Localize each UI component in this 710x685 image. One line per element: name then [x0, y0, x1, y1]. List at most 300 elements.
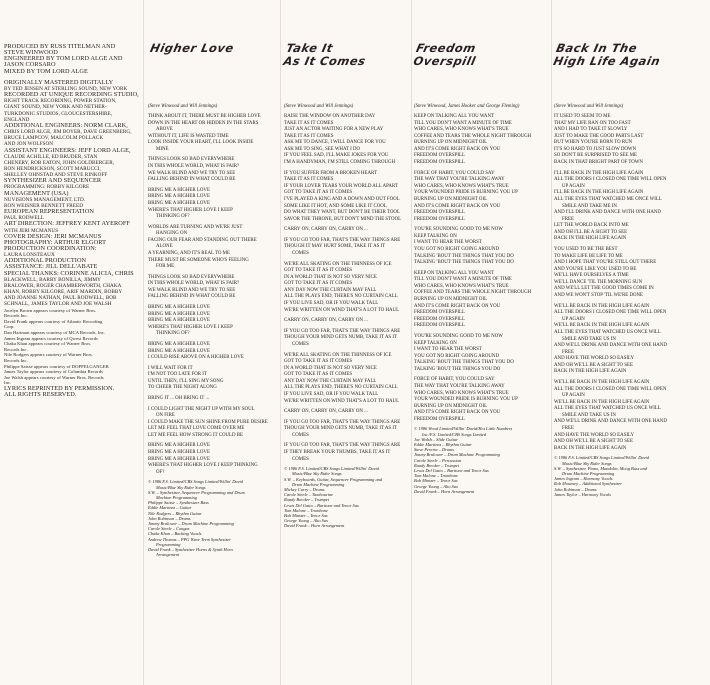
credit-line: Records Inc.	[4, 357, 28, 363]
credit-line: ASSISTANCE: JILL DELL'ABATE	[4, 263, 98, 271]
song-credit-line: George Young – Alto Sax	[414, 483, 458, 489]
lyric-line: THINKING OF?	[156, 214, 190, 220]
lyric-line: BURNING UP ON MIDNIGHT OIL	[414, 196, 488, 202]
credit-line: SPECIAL THANKS: CORINNE ALICIA, CHRIS	[4, 269, 134, 277]
lyric-line: BRING ME A HIGHER LOVE	[148, 348, 210, 354]
lyric-line: FREEDOM OVERSPILL	[414, 153, 465, 159]
lyric-line: IF YOU LIVE SAD, OR IF YOU WALK TALL	[284, 391, 379, 397]
lyric-line: OF?	[156, 469, 165, 475]
song-credit-line: Inc./F.S. Limited/CBS Songs Limited	[422, 431, 487, 437]
credit-line: Joe Walsh appears courtesy of Warner Bros. Records	[4, 374, 104, 380]
lyric-line: YOUR WOUNDED PRIDE IS BURNING YOU UP	[414, 397, 518, 403]
lyric-line: AND I HOPE THAT YOU'RE STILL OUT THERE	[554, 260, 657, 266]
lyric-line: YOUR WOUNDED PRIDE IS BURNING YOU UP	[414, 190, 518, 196]
lyric-line: WE'LL BE BACK IN THE HIGH LIFE AGAIN	[554, 303, 650, 309]
lyric-line: HANGING ON	[156, 231, 188, 237]
lyric-line: TAKE IT AS IT COMES	[284, 133, 334, 139]
lyric-line: AND HAVE THE WORLD SO EASILY	[554, 432, 635, 438]
lyric-line: AND WE'LL DRINK AND DANCE WITH ONE HAND	[554, 343, 667, 349]
song-credits	[148, 479, 276, 557]
lyrics	[554, 114, 704, 452]
song-credit-line: Nile Rodgers – Rhythm Guitar	[148, 510, 202, 516]
song-credit-line: Bob Mintzer – Tenor Sax	[284, 513, 328, 518]
song-credit-line: Andrew Thomas – PPG Wave Term Synthesizer	[148, 536, 231, 542]
lyric-line: AND HAVE THE WORLD SO EASILY	[554, 356, 635, 362]
lyric-line: WE'RE WRITTEN ON WIND THAT'S A LOT TO HAUL	[284, 307, 400, 313]
lyric-line: MINE	[156, 146, 169, 152]
lyric-line: THOUGH YOUR MIND GETS NUMB, TAKE IT AS IT	[284, 426, 397, 432]
lyric-line: BRING IT ... OH BRING IT ...	[148, 395, 210, 401]
song-credit-line: Jimmy Bralower – Drum Machine Programming	[414, 452, 500, 458]
credit-line: JASON CORSARO	[4, 61, 56, 69]
lyric-line: THE WAY THAT YOU'RE TALKING AWAY	[414, 177, 505, 183]
lyric-line: THERE MUST BE SOMEONE WHO'S FEELING	[148, 257, 249, 263]
lyric-line: BRING ME A HIGHER LOVE	[148, 200, 210, 206]
song-credit-line: David Frank – Horn Arrangement	[284, 523, 345, 529]
credit-line: Jocelyn Brown appears courtesy of Warner Bros.	[4, 307, 97, 313]
credit-line: Nile Rodgers appears courtesy of Warner Bros.	[4, 352, 93, 358]
song-writers: (Steve Winwood and Will Jennings)	[554, 104, 624, 109]
lyric-line: FREEDOM OVERSPILL	[414, 210, 465, 216]
credit-line: RON WEISNER BENNETT FREED	[4, 202, 84, 209]
song-credit-line: Tom Malone – Trombone	[414, 473, 458, 479]
credit-line: EUROPEAN REPRESENTATION	[4, 208, 95, 216]
song-title-line: Back In The	[554, 41, 639, 55]
lyric-line: FORCE OF HABIT, YOU COULD SAY	[414, 170, 495, 176]
song-title	[550, 42, 707, 76]
lyric-line: FALLING BEHIND IN WHAT COULD BE	[148, 177, 236, 183]
lyric-line: WE'RE ALL SKATING ON THE THINNESS OF ICE	[284, 261, 392, 267]
lyric-line: FREEDOM OVERSPILL	[414, 316, 465, 322]
credit-line: CLAUDE ACHILLE, ED BRUDER, STAN	[4, 153, 98, 160]
song-credit-line: S.W. – Synthesizer, Sequencer Programming and Drum	[148, 489, 245, 495]
lyrics	[414, 114, 550, 423]
lyric-line: KEEP ON TALKING ALL YOU WANT	[414, 270, 494, 276]
lyric-line: IT'S SO HARD TO JUST SLOW DOWN	[554, 146, 637, 152]
song-credit-line: Programming	[156, 541, 181, 547]
lyric-line: BURNING UP ON MIDNIGHT OIL	[414, 297, 488, 303]
credit-line: ENGLAND	[4, 116, 30, 123]
lyric-line: ALL THE EYES THAT WATCHED US ONCE WILL	[554, 329, 661, 335]
credits-column	[4, 44, 138, 398]
lyric-line: RAISE THE WINDOW ON ANOTHER DAY	[284, 114, 376, 119]
lyric-line: BRING ME A HIGHER LOVE	[148, 194, 210, 200]
lyric-line: COMES	[292, 456, 309, 462]
lyric-line: AND WE WON'T STOP 'TIL WE'RE DONE	[554, 293, 644, 299]
lyric-line: IF YOU GO TOO FAR, THAT'S THE WAY THINGS ARE	[284, 328, 401, 334]
credit-line: AND JON WOLFSON	[4, 141, 54, 148]
lyric-line: WHERE'S THAT HIGHER LOVE I KEEP THINKING	[148, 463, 258, 469]
lyric-line: IF YOU FEEL SAD, I'LL MAKE JOKES FOR YOU	[284, 153, 389, 159]
credit-line: GIANT SOUND, NEW YORK AND NETHER-	[4, 104, 107, 111]
lyric-line: I WILL WAIT FOR IT	[148, 365, 193, 371]
lyric-line: ABOVE	[156, 127, 173, 133]
song-credit-line: George Young – Alto Sax	[284, 518, 328, 524]
lyric-line: IN THIS WHOLE WORLD, WHAT IS FAIR?	[148, 164, 240, 170]
lyric-line: IF YOU GO TOO FAR, THAT'S THE WAY THINGS ARE	[284, 419, 401, 425]
song-credit-line: Mickey Curry – Drums	[284, 486, 325, 492]
lyric-line: DO WHAT THEY WANT, BUT DON'T BE THEIR TOOL	[284, 210, 400, 216]
lyric-line: FREE	[562, 349, 574, 355]
song-credit-line: Arrangement	[156, 552, 180, 558]
credit-line: BLACKWELL, BARRY BONILLA, JIMMY	[4, 276, 101, 283]
song-credit-line: James Ingram – Harmony Vocals	[554, 476, 613, 482]
lyric-line: I COULD MAKE THE SUN SHINE FROM PURE DESIRE	[148, 419, 268, 425]
lyric-line: IF YOUR LOVER TEARS YOUR WORLD ALL APART	[284, 183, 398, 189]
lyric-line: BUT WHEN YOU'RE BORN TO RUN	[554, 140, 633, 146]
lyric-line: AND IT'S COME RIGHT BACK ON YOU	[414, 303, 501, 309]
credit-line: KHAN, ROBBY KILGORE, ARIF MARDIN, BOBBY	[4, 289, 123, 296]
lyric-line: FREEDOM OVERSPILL	[414, 323, 465, 329]
lyric-line: BRING ME A HIGHER LOVE	[148, 456, 210, 462]
lyric-line: LET ME FEEL HOW STRONG IT COULD BE	[148, 432, 244, 438]
lyric-line: AND WE'LL DRINK AND DANCE WITH ONE HAND	[554, 419, 667, 425]
lyric-line: FACING OUR FEAR AND STANDING OUT THERE	[148, 237, 257, 243]
credit-line: RECORDED AT UNIQUE RECORDING STUDIO,	[4, 91, 139, 99]
lyric-line: THINKING OF?	[156, 331, 190, 337]
credit-line: Dan Hartman appears courtesy of MCA Records, Inc.	[4, 329, 106, 335]
lyric-line: WHERE'S THAT HIGHER LOVE I KEEP	[148, 207, 233, 213]
lyrics	[148, 114, 276, 476]
lyric-line: AND WE'LL LET THE GOOD TIMES COME IN	[554, 286, 654, 292]
song-credit-line: Eddie Martinez – Guitar	[148, 505, 192, 511]
lyric-line: BRING ME A HIGHER LOVE	[148, 318, 210, 324]
lyric-line: ON FIRE	[156, 413, 175, 419]
credit-line: WITH JERI MCMANUS	[4, 227, 59, 234]
fold-line	[551, 0, 552, 685]
lyric-line: I WANT TO HEAR THE WORST	[414, 347, 482, 353]
song-writers: (Steve Winwood, James Hooker and George Fleming)	[414, 104, 520, 109]
song-credit-line: Randy Brecker – Trumpet	[414, 462, 460, 468]
lyric-line: COMES	[292, 432, 309, 438]
lyric-line: JUST AN ACTOR WAITING FOR A NEW PLAY	[284, 127, 384, 133]
lyric-line: COFFEE AND TEARS THE WHOLE NIGHT THROUGH	[414, 290, 532, 296]
lyric-line: GOT TO TAKE IT AS IT COMES	[284, 190, 353, 196]
lyric-line: CARRY ON, CARRY ON, CARRY ON ...	[284, 227, 368, 233]
lyric-line: THINGS LOOK SO BAD EVERYWHERE	[148, 157, 235, 163]
lyric-line: IF YOU GO TOO FAR, THAT'S THE WAY THINGS ARE	[284, 237, 401, 243]
credit-line: SHELLEY OHNSTAD AND STEVE RINKOFF	[4, 172, 108, 179]
lyric-line: ALL THE DOORS I CLOSED ONE TIME WILL OPEN	[554, 310, 667, 316]
lyric-line: TALKING 'BOUT THE THINGS THAT YOU DO	[414, 260, 514, 266]
fold-line	[411, 0, 412, 685]
song-credit-line: John Robinson – Drums	[148, 515, 191, 521]
lyric-line: SO DON'T BE SURPRISED TO SEE ME	[554, 153, 637, 159]
lyric-line: WITHOUT IT, LIFE IS WASTED TIME	[148, 133, 229, 139]
lyric-line: I COULD LIGHT THE NIGHT UP WITH MY SOUL	[148, 406, 255, 412]
lyric-line: I'VE PLAYED A KING AND A DOWN AND OUT FOOL	[284, 196, 400, 202]
lyric-line: IF THEY BREAK YOUR THUMBS, TAKE IT AS IT	[284, 450, 391, 456]
credit-line: BRUCE LAMPCOV, MALCOLM POLLACK	[4, 135, 104, 142]
lyric-line: KEEP TALKING ON	[414, 340, 457, 346]
song-column-back-in-the-high-life	[554, 0, 704, 497]
lyric-line: SOME LIKE IT HOT, AND SOME LIKE IT COOL	[284, 203, 387, 209]
lyric-line: ALL THE PLAYS END, THERE'S NO CURTAIN CALL	[284, 385, 398, 391]
credit-line: James Ingram appears courtesy of Qwest Records	[4, 335, 98, 341]
lyric-line: BRING ME A HIGHER LOVE	[148, 305, 210, 311]
lyric-line: IN A WORLD THAT IS NOT SO VERY NICE	[284, 274, 377, 280]
lyric-line: FORCE OF HABIT, YOU COULD SAY	[414, 377, 495, 383]
song-credit-line: James Taylor – Harmony Vocals	[554, 491, 611, 497]
lyric-line: YOU'RE SOUNDING GOOD TO ME NOW	[414, 227, 503, 233]
credit-line: CHENERY, ROB EATON, JOHN GOLDBERGER,	[4, 159, 115, 166]
song-credit-line: Music/Blue Sky Rider Songs	[562, 460, 612, 466]
credit-line: David Frank appears courtesy of Atlantic Recording	[4, 318, 103, 324]
lyric-line: ALL THE EYES THAT WATCHED ME ONCE WILL	[554, 196, 662, 202]
song-credit-line: © 1986 F.S. Limited/CBS Songs Limited/Willin' David	[554, 455, 649, 461]
lyric-line: KEEP ON TALKING ALL YOU WANT	[414, 114, 494, 119]
lyric-line: THINK ABOUT IT, THERE MUST BE HIGHER LOVE	[148, 114, 261, 119]
lyric-line: JUST TO MAKE THE GOOD PARTS LAST	[554, 133, 644, 139]
lyric-line: UP AGAIN	[562, 316, 585, 322]
lyric-line: I'M A HANDYMAN, I'M STILL COMING THROUGH	[284, 160, 396, 166]
lyric-line: WE'RE ALL SKATING ON THE THINNESS OF ICE	[284, 352, 392, 358]
lyric-line: COFFEE AND TEARS THE WHOLE NIGHT THROUGH	[414, 133, 532, 139]
credit-line: LAURA LONSTEAUX	[4, 252, 55, 259]
lyric-line: WHO CARES, WHO KNOWS WHAT'S TRUE	[414, 283, 509, 289]
lyric-line: THAT MY LIFE RAN ON TOO FAST	[554, 120, 631, 126]
lyric-line: GOT TO TAKE IT AS IT COMES	[284, 281, 353, 287]
song-credit-line: Music/Blue Sky Rider Songs	[292, 471, 342, 477]
credit-line: PRODUCED BY RUSS TITELMAN AND	[4, 43, 116, 50]
lyric-line: THOUGH IT MAY HURT SOME, TAKE IT AS IT	[284, 244, 386, 250]
song-title-line: As It Comes	[282, 54, 368, 68]
lyric-line: TO CHEER THE NIGHT ALONG	[148, 385, 217, 391]
song-column-freedom-overspill	[414, 0, 550, 494]
lyric-line: GOT TO TAKE IT AS IT COMES	[284, 359, 353, 365]
credit-line: BY TED JENSEN AT STERLING SOUND, NEW YORK	[4, 85, 128, 92]
song-credit-line: Eddie Martinez – Rhythm Guitar	[414, 442, 472, 448]
lyric-line: WORLDS ARE TURNING AND WE'RE JUST	[148, 224, 243, 230]
credit-line: Records Inc.	[4, 346, 28, 352]
song-title-line: Higher Love	[148, 41, 236, 55]
song-credit-line: Carole Steele – Tambourine	[284, 492, 334, 498]
song-title-line: Freedom	[414, 41, 478, 55]
lyric-line: BRING ME A HIGHER LOVE	[148, 187, 210, 193]
lyric-line: BRING ME A HIGHER LOVE	[148, 450, 210, 456]
song-credit-line: © 1986 F.S. Limited/CBS Songs Limited/Willin' David	[284, 466, 379, 472]
lyric-line: GOT TO TAKE IT AS IT COMES	[284, 268, 353, 274]
credit-line: AND JOANNE NATHAN, PAUL RODWELL, BOB	[4, 295, 117, 302]
song-credit-line: Tom Malone – Trombone	[284, 507, 328, 513]
lyric-line: THE WAY THAT YOU'RE TALKING AWAY	[414, 383, 505, 389]
lyric-line: TALKING 'BOUT THE THINGS YOU DO	[414, 366, 501, 372]
song-credit-line: John Robinson – Drums	[554, 486, 597, 492]
song-credit-line: Jimmy Bralower – Drum Machine Programming	[148, 520, 234, 526]
song-title	[144, 42, 279, 76]
lyric-line: BACK IN THE HIGH LIFE AGAIN	[554, 445, 627, 451]
song-credits	[554, 455, 704, 497]
lyric-line: AND OH WE'LL BE A SIGHT TO SEE	[554, 362, 633, 368]
lyric-line: YOU USED TO BE THE BEST	[554, 246, 618, 252]
credit-line: NUVISIONS MANAGEMENT, LTD.	[4, 196, 86, 203]
song-credit-line: Rob Mounsey – Additional Synthesizer	[554, 481, 622, 487]
credit-line: RIGHT TRACK RECORDING, POWER STATION,	[4, 98, 117, 105]
lyric-line: AND OH I'LL BE A SIGHT TO SEE	[554, 229, 628, 235]
lyric-line: I WANT TO HEAR THE WORST	[414, 240, 482, 246]
song-credits	[284, 466, 408, 528]
lyric-line: TAKE IT AS IT COMES	[284, 177, 334, 183]
credit-line: MIXED BY TOM LORD ALGE	[4, 67, 88, 75]
lyric-line: WE WALK BLIND AND WE TRY TO SEE	[148, 170, 236, 176]
lyric-line: I'LL BE BACK IN THE HIGH LIFE AGAIN	[554, 190, 644, 196]
song-column-take-it-as-it-comes	[284, 0, 408, 529]
lyric-line: ASK ME TO DANCE, I WILL DANCE FOR YOU	[284, 140, 386, 146]
lyric-line: BACK IN THE HIGH LIFE AGAIN	[554, 369, 627, 375]
song-credit-line: Music/Blue Sky Rider Songs	[156, 484, 206, 490]
song-credit-line: Drum Machine Programming	[292, 481, 345, 487]
lyric-line: WHO CARES, WHO KNOWS WHAT'S TRUE	[414, 183, 509, 189]
song-column-higher-love	[148, 0, 276, 557]
lyric-line: WHO CARES, WHO KNOWS WHAT'S TRUE	[414, 390, 509, 396]
lyric-line: I'LL BE BACK IN THE HIGH LIFE AGAIN	[554, 170, 644, 176]
lyric-line: ANY DAY NOW THE CURTAIN MAY FALL	[284, 378, 377, 384]
lyric-line: IN A WORLD THAT IS NOT SO VERY NICE	[284, 365, 377, 371]
credit-line: ENGINEERED BY TOM LORD ALGE AND	[4, 55, 123, 63]
lyric-line: WE'LL DANCE 'TIL THE MORNING SUN	[554, 279, 643, 285]
song-credits	[414, 426, 550, 494]
lyric-line: SMILE AND TAKE US IN	[562, 336, 616, 342]
lyric-line: WE'LL BE BACK IN THE HIGH LIFE AGAIN	[554, 379, 650, 385]
lyric-line: ASK ME TO SING, SEE WHAT I DO	[284, 146, 360, 152]
credit-line: RON HENDRICKSON, SCOTT MARUCCI,	[4, 165, 101, 172]
song-credit-line: Joe Walsh – Slide Guitar	[414, 436, 458, 442]
credit-line: Philippe Saisse appears courtesy of DOPPELGANGER	[4, 363, 109, 369]
credit-line: COVER DESIGN: JERI MCMANUS	[4, 232, 102, 240]
lyric-line: LET ME FEEL THAT LOVE COME OVER ME	[148, 426, 245, 432]
lyric-line: I'M NOT TOO LATE FOR IT	[148, 372, 207, 378]
lyric-line: THOUGH YOUR MIND GETS NUMB, TAKE IT AS IT	[284, 335, 397, 341]
song-credit-line: Carole Steele – Percussion	[414, 457, 462, 463]
song-credit-line: S.W. – Keyboards, Guitar, Sequencer Programming and	[284, 476, 383, 482]
lyric-line: IN THIS WHOLE WORLD, WHAT IS FAIR?	[148, 281, 240, 287]
song-credit-line: Bob Mintzer – Tenor Sax	[414, 478, 458, 484]
lyric-line: YOU'RE SOUNDING GOOD TO ME NOW	[414, 333, 503, 339]
credit-line: ART DIRECTION: JEFFREY KENT AYEROFF	[4, 220, 130, 228]
lyric-line: ALL THE DOORS I CLOSED ONE TIME WILL OPEN	[554, 177, 667, 183]
song-credit-line: David Frank – Horn Arrangement	[414, 488, 475, 494]
lyric-line: SMILE AND TAKE ME IN	[562, 203, 617, 209]
lyric-line: UP AGAIN	[562, 393, 585, 399]
lyric-line: IF YOU LIVE SAD, OR IF YOU WALK TALL	[284, 301, 379, 307]
lyric-line: WHO CARES, WHO KNOWS WHAT'S TRUE	[414, 127, 509, 133]
lyric-line: SAVOR THE THRONE, BUT DON'T MIND THE STOOL	[284, 216, 402, 222]
lyric-line: WE'RE WRITTEN ON WIND THAT'S A LOT TO HAUL	[284, 398, 400, 404]
song-title-line: High Life Again	[552, 54, 662, 68]
lyric-line: BRING ME A HIGHER LOVE	[148, 311, 210, 317]
lyric-line: COMES	[292, 250, 309, 256]
lyric-line: BURNING UP ON MIDNIGHT OIL	[414, 140, 488, 146]
credit-line: PHOTOGRAPHY: ARTHUR ELGORT	[4, 238, 107, 246]
credit-line: James Taylor appears courtesy of Columbia Records	[4, 369, 103, 375]
lyric-line: ALL THE EYES THAT WATCHED US ONCE WILL	[554, 406, 661, 412]
fold-line	[280, 0, 281, 685]
lyric-line: FALLING BEHIND IN WHAT COULD BE	[148, 294, 236, 300]
song-credit-line: Machine Programming	[156, 494, 197, 500]
lyric-line: THINGS LOOK SO BAD EVERYWHERE	[148, 274, 235, 280]
song-credit-line: Chaka Khan – Backing Vocals	[148, 531, 202, 537]
lyric-line: IF YOU SUFFER FROM A BROKEN HEART	[284, 170, 378, 176]
credit-line: Chaka Khan appears courtesy of Warner Bros.	[4, 341, 92, 347]
lyric-line: TILL YOU DON'T WANT A MINUTE OF TIME	[414, 120, 512, 126]
lyric-line: TO MAKE LIFE BE LIFE TO ME	[554, 253, 623, 259]
lyric-line: DOWN IN THE HEART OR HIDDEN IN THE STARS	[148, 120, 259, 126]
lyric-line: YOU GOT NO RIGHT GOING AROUND	[414, 353, 499, 359]
lyric-line: TALKING 'BOUT THE THINGS THAT YOU DO	[414, 253, 514, 259]
lyric-line: TILL YOU DON'T WANT A MINUTE OF TIME	[414, 277, 512, 283]
lyric-line: TALKING 'BOUT THE THINGS THAT YOU DO	[414, 360, 514, 366]
song-writers: (Steve Winwood and Will Jennings)	[284, 104, 354, 109]
lyric-line: BURNING UP ON MIDNIGHT OIL	[414, 403, 488, 409]
song-credit-line: Randy Brecker – Trumpet	[284, 497, 330, 503]
credit-line: TURKDONIC STUDIOS, GLOUCESTERSHIRE,	[4, 110, 113, 117]
credit-line: SYNTHESIZER AND SEQUENCER	[4, 177, 102, 185]
lyric-line: WE WALK BLIND AND WE TRY TO SEE	[148, 287, 236, 293]
lyric-line: KEEP TALKING ON	[414, 233, 457, 239]
lyric-line: BRING ME A HIGHER LOVE	[148, 443, 210, 449]
credit-line: LYRICS REPRINTED BY PERMISSION.	[4, 384, 115, 392]
lyric-line: SMILE AND TAKE US IN	[562, 412, 616, 418]
credit-line: ADDITIONAL PRODUCTION	[4, 257, 87, 265]
lyric-line: AND YOU'RE LIKE YOU USED TO BE	[554, 266, 637, 272]
song-credit-line: Lewis Del Gatto – Baritone and Tenor Sax	[414, 468, 489, 474]
lyric-line: ALONE	[156, 244, 173, 250]
song-credit-line: Philippe Saisse – Synthesizer Bass	[148, 500, 209, 506]
lyric-line: A YEARNING, AND IT'S REAL TO ME	[148, 250, 230, 256]
song-title	[410, 42, 553, 76]
lyric-line: BRING ME A HIGHER LOVE	[148, 341, 210, 347]
song-credit-line: © 1986 F.S. Limited/CBS Songs Limited/Willin' David	[148, 479, 243, 485]
lyric-line: BACK IN THAT BRIGHT PART OF TOWN	[554, 160, 643, 166]
lyric-line: WE'LL HAVE OURSELVES A TIME	[554, 273, 629, 279]
song-credit-line: Lewis Del Gatto – Baritone and Tenor Sax	[284, 502, 359, 508]
credit-line: SCHNALL, JAMES TAYLOR AND JOE WALSH	[4, 301, 112, 308]
lyric-line: AND IT'S COME RIGHT BACK ON YOU	[414, 203, 501, 209]
lyric-line: BACK IN THE HIGH LIFE AGAIN	[554, 236, 627, 242]
credit-line: STEVE WINWOOD	[4, 49, 58, 57]
lyric-line: I COULD RISE ABOVE ON A HIGHER LOVE	[148, 355, 244, 361]
song-title	[280, 42, 411, 76]
lyric-line: ANY DAY NOW THE CURTAIN MAY FALL	[284, 287, 377, 293]
lyric-line: AND I'LL DRINK AND DANCE WITH ONE HAND	[554, 210, 661, 216]
lyric-line: UP AGAIN	[562, 183, 585, 189]
lyric-line: FREEDOM OVERSPILL	[414, 160, 465, 166]
lyric-line: LOOK INSIDE YOUR HEART, I'LL LOOK INSIDE	[148, 140, 254, 146]
lyric-line: IT USED TO SEEM TO ME	[554, 114, 611, 119]
lyric-line: COMES	[292, 341, 309, 347]
lyric-line: WE'LL BE BACK IN THE HIGH LIFE AGAIN	[554, 399, 650, 405]
lyric-line: FREE	[562, 426, 574, 432]
credit-line: MANAGEMENT (USA)	[4, 189, 69, 197]
lyric-line: AND OH WE'LL BE A SIGHT TO SEE	[554, 439, 633, 445]
lyric-line: AND IT'S COME RIGHT BACK ON YOU	[414, 410, 501, 416]
lyric-line: AND I HAD TO TAKE IT SLOWLY	[554, 127, 628, 133]
song-title-line: Overspill	[412, 54, 478, 68]
lyric-line: WHERE'S THAT HIGHER LOVE I KEEP	[148, 324, 233, 330]
song-writers: (Steve Winwood and Will Jennings)	[148, 104, 218, 109]
lyric-line: WE'LL BE BACK IN THE HIGH LIFE AGAIN	[554, 323, 650, 329]
credit-line: PRODUCTION COORDINATION:	[4, 245, 97, 252]
lyric-line: AND IT'S COME RIGHT BACK ON YOU	[414, 146, 501, 152]
credit-line: CHRIS LORD ALGE, JIM BOYER, DAVE GREENBERG,	[4, 129, 132, 136]
credit-line: ALL RIGHTS RESERVED.	[4, 391, 77, 399]
song-credit-line: David Frank – Synthesizer Horns & Synth Horn	[148, 546, 233, 552]
lyric-line: CARRY ON, CARRY ON, CARRY ON ...	[284, 409, 368, 415]
credit-line: ADDITIONAL ENGINEERS: NORM CLARK,	[4, 121, 128, 129]
song-credit-line: S.W. – Synthesizer, Piano, Mandolin, Moog Bass and	[554, 465, 648, 471]
lyric-line: IF YOU GO TOO FAR, THAT'S THE WAY THINGS ARE	[284, 443, 401, 449]
credit-line: ORIGINALLY MASTERED DIGITALLY	[4, 78, 114, 86]
